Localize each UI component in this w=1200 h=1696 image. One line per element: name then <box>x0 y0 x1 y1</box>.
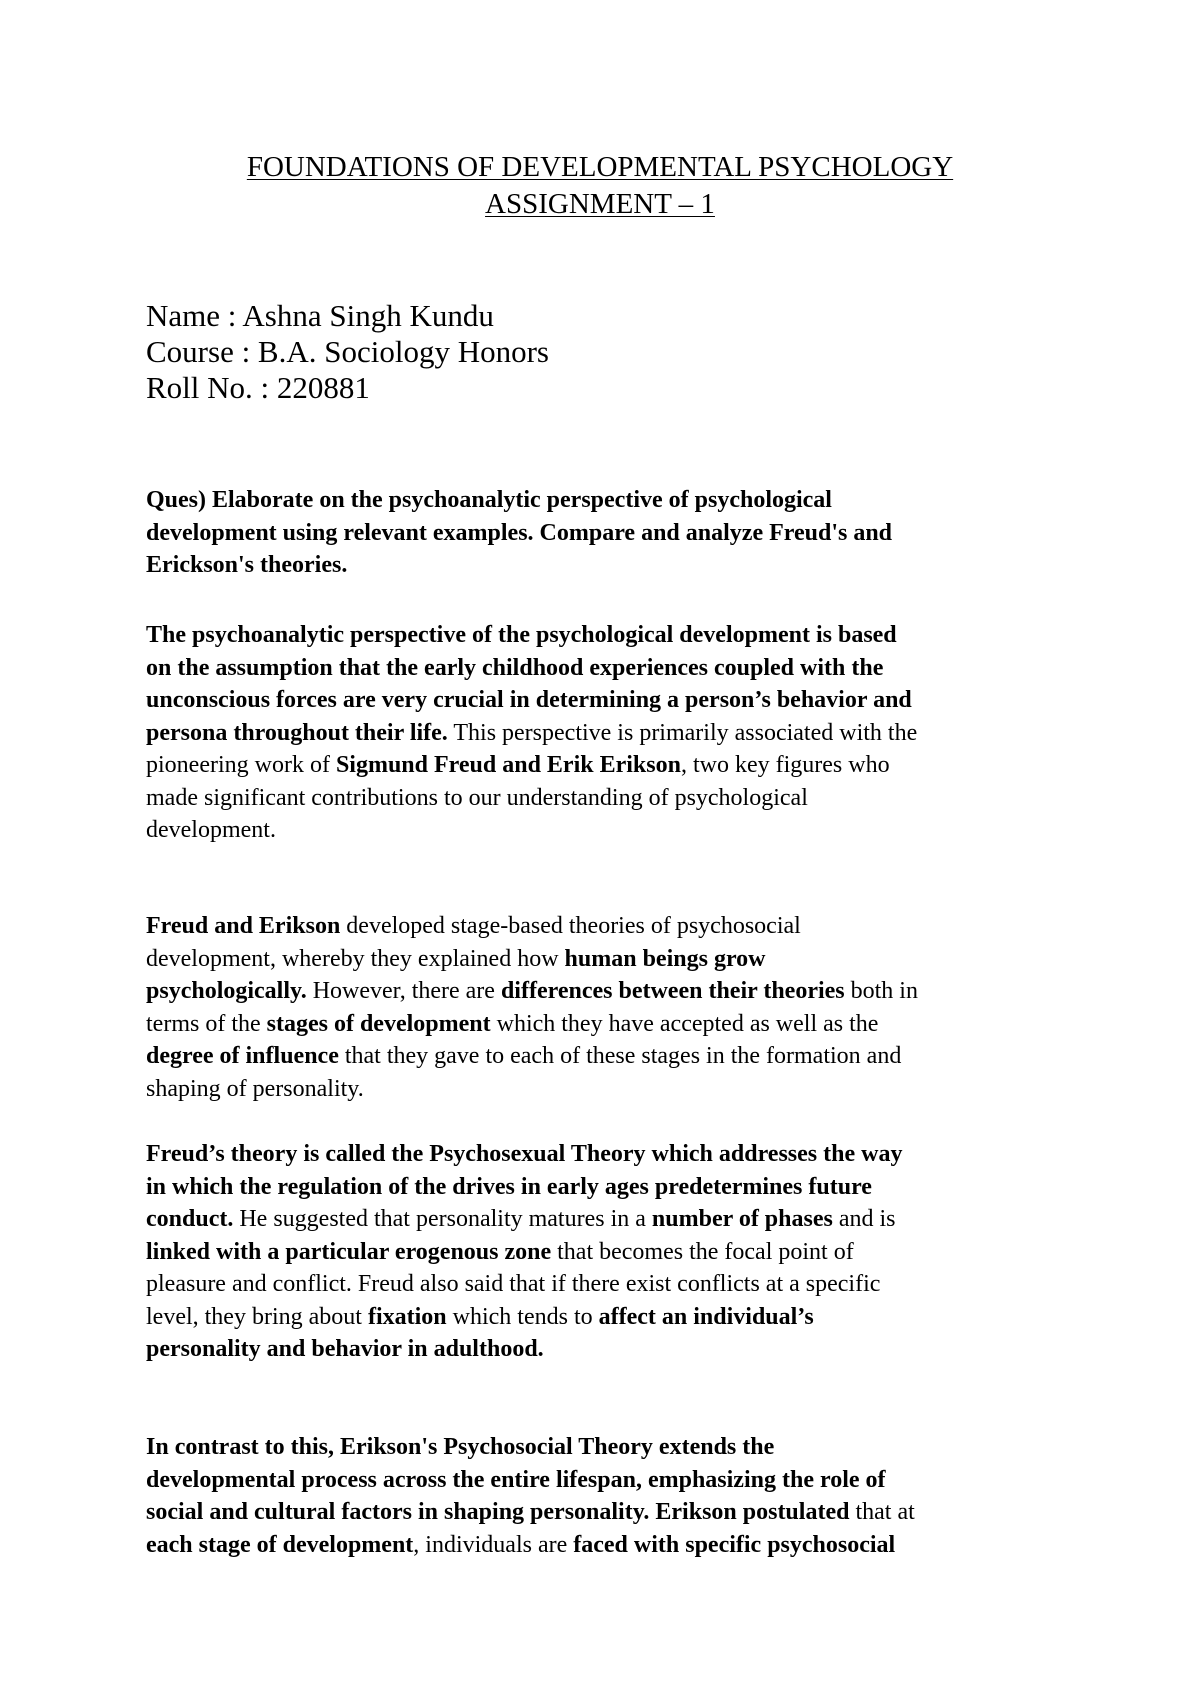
paragraph-line: The psychoanalytic perspective of the psychological development is based <box>146 622 897 648</box>
paragraph-line: on the assumption that the early childhood experiences coupled with the <box>146 654 884 681</box>
paragraph-line: made significant contributions to our understanding of psychological <box>146 784 808 811</box>
bold-text: linked with a particular erogenous zone <box>146 1238 552 1265</box>
plain-text: , two key figures who <box>680 752 890 778</box>
paragraph-line <box>146 1203 1076 1236</box>
paragraph-line: developmental process across the entire lifespan, emphasizing the role of <box>146 1466 886 1493</box>
bold-text: human beings grow <box>564 945 766 972</box>
plain-text: that becomes the focal point of <box>551 1238 854 1265</box>
plain-text: both in <box>844 978 918 1004</box>
plain-text: This perspective is primarily associated with the <box>447 719 918 746</box>
plain-text: development, whereby they explained how <box>146 945 565 972</box>
plain-text: level, they bring about <box>146 1303 368 1330</box>
bold-text: each stage of development <box>146 1531 414 1558</box>
erikson-paragraph <box>146 1431 1076 1561</box>
plain-text: which tends to <box>446 1303 599 1330</box>
student-roll-number: Roll No. : 220881 <box>146 370 370 405</box>
plain-text: However, there are <box>306 978 501 1004</box>
document-title: FOUNDATIONS OF DEVELOPMENTAL PSYCHOLOGY <box>246 151 954 183</box>
plain-text: and is <box>832 1206 896 1232</box>
bold-text: stages of development <box>266 1010 491 1037</box>
assignment-number: ASSIGNMENT – 1 <box>485 188 715 220</box>
plain-text: which they have accepted as well as the <box>490 1010 879 1037</box>
bold-text: persona throughout their life. <box>146 719 448 746</box>
bold-text: degree of influence <box>146 1043 339 1069</box>
plain-text: pioneering work of <box>146 752 336 778</box>
comparison-paragraph <box>146 910 1076 1105</box>
paragraph-line <box>146 1236 1076 1269</box>
paragraph-line <box>146 910 1076 943</box>
paragraph-line: Freud’s theory is called the Psychosexual Theory which addresses the way <box>146 1141 903 1167</box>
paragraph-line <box>146 1301 1076 1334</box>
paragraph-line: In contrast to this, Erikson's Psychosocial Theory extends the <box>146 1434 775 1460</box>
paragraph-line: pleasure and conflict. Freud also said that if there exist conflicts at a specific <box>146 1271 881 1297</box>
student-name: Name : Ashna Singh Kundu <box>146 298 494 333</box>
paragraph-line: personality and behavior in adulthood. <box>146 1336 544 1362</box>
bold-text: Freud and Erikson <box>146 913 341 939</box>
paragraph-line: unconscious forces are very crucial in determining a person’s behavior and <box>146 687 912 713</box>
bold-text: differences between their theories <box>500 978 845 1004</box>
freud-paragraph <box>146 1138 1076 1366</box>
paragraph-line <box>146 943 1076 976</box>
bold-text: affect an individual’s <box>598 1303 814 1330</box>
plain-text: terms of the <box>146 1010 267 1037</box>
student-course: Course : B.A. Sociology Honors <box>146 334 549 369</box>
bold-text: psychologically. <box>146 978 307 1004</box>
question-paragraph <box>146 484 1076 582</box>
question-line: Ques) Elaborate on the psychoanalytic perspective of psychological <box>146 487 832 513</box>
paragraph-line: in which the regulation of the drives in early ages predetermines future <box>146 1173 872 1200</box>
paragraph-line <box>146 1008 1076 1041</box>
paragraph-line <box>146 975 1076 1008</box>
bold-text: fixation <box>367 1303 447 1330</box>
paragraph-line: shaping of personality. <box>146 1075 364 1102</box>
question-line: Erickson's theories. <box>146 552 348 578</box>
intro-paragraph <box>146 619 1076 847</box>
bold-text: social and cultural factors in shaping personality. Erikson postulated <box>146 1499 850 1525</box>
plain-text: developed stage-based theories of psychosocial <box>340 913 801 939</box>
paragraph-line <box>146 1040 1076 1073</box>
plain-text: that they gave to each of these stages in the formation and <box>338 1043 902 1069</box>
plain-text: He suggested that personality matures in a <box>233 1206 652 1232</box>
paragraph-line <box>146 717 1076 750</box>
question-line: development using relevant examples. Compare and analyze Freud's and <box>146 519 893 546</box>
plain-text: , individuals are <box>413 1531 574 1558</box>
bold-text: Sigmund Freud and Erik Erikson <box>335 752 681 778</box>
paragraph-line <box>146 1529 1076 1562</box>
bold-text: faced with specific psychosocial <box>573 1531 896 1558</box>
paragraph-line <box>146 1496 1076 1529</box>
paragraph-line: development. <box>146 817 276 843</box>
paragraph-line <box>146 749 1076 782</box>
bold-text: number of phases <box>651 1206 833 1232</box>
bold-text: conduct. <box>146 1206 234 1232</box>
plain-text: that at <box>849 1499 915 1525</box>
